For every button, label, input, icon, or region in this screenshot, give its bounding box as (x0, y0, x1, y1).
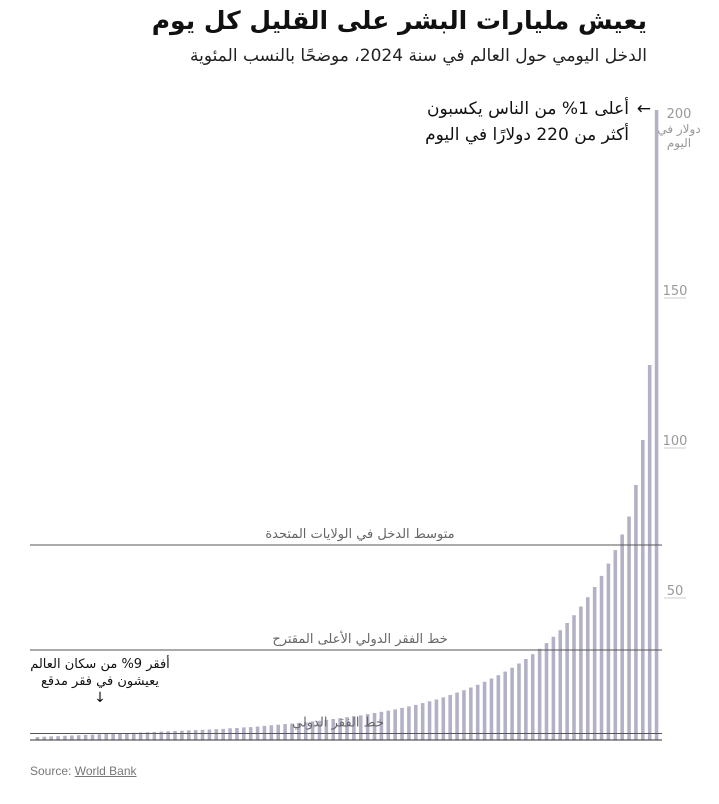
bar (517, 664, 521, 741)
bar (469, 688, 473, 741)
bar (125, 733, 129, 740)
bar (565, 623, 569, 740)
y-tick-label: 150 (662, 284, 688, 299)
bar (593, 587, 597, 740)
chart-title: يعيش مليارات البشر على القليل كل يوم (151, 6, 647, 35)
bar (77, 735, 81, 740)
bar (531, 654, 535, 740)
source-note (30, 764, 137, 778)
bar (552, 637, 556, 740)
bar (572, 615, 576, 740)
y-tick-label: 100 (662, 434, 688, 449)
bar (98, 734, 102, 740)
bar (208, 730, 212, 741)
bar (166, 731, 170, 740)
source-label: Source: (30, 764, 72, 778)
chart-subtitle: الدخل اليومي حول العالم في سنة 2024، موضحًا بالنسب المئوية (190, 46, 647, 66)
bar (270, 725, 274, 740)
reference-line-label: خط الفقر الدولي الأعلى المقترح (272, 632, 448, 647)
top-1-percent-annotation (329, 96, 651, 148)
bar (421, 703, 425, 740)
reference-line-label: متوسط الدخل في الولايات المتحدة (265, 527, 455, 542)
bar (620, 535, 624, 741)
bar (490, 679, 494, 741)
bar (545, 643, 549, 740)
y-axis-top-label (657, 108, 701, 150)
bar (187, 730, 191, 740)
bar (607, 564, 611, 740)
y-tick-label: 50 (666, 584, 684, 599)
bar (483, 682, 487, 740)
bar (104, 734, 108, 740)
extreme-poverty-text: أفقر 9% من سكان العالم يعيشون في فقر مدقع (30, 657, 170, 689)
bar (655, 110, 659, 740)
extreme-poverty-annotation (28, 656, 172, 706)
right-arrow-icon: ← (636, 99, 651, 119)
bar (111, 734, 115, 740)
bar (215, 729, 219, 740)
bar (221, 729, 225, 740)
bar (497, 675, 501, 740)
bar (455, 693, 459, 740)
bar (393, 709, 397, 740)
bar (400, 708, 404, 740)
bar (173, 731, 177, 740)
bar (283, 724, 287, 740)
bar (276, 725, 280, 740)
bar (84, 735, 88, 740)
bar (524, 659, 528, 740)
bar (63, 736, 67, 740)
bar (407, 706, 411, 740)
bar (386, 711, 390, 740)
bar (579, 607, 583, 741)
source-link[interactable]: World Bank (74, 764, 137, 778)
bar (91, 735, 95, 740)
bar (648, 365, 652, 740)
annotation-line-2: أكثر من 220 دولارًا في اليوم (425, 125, 629, 145)
bar (263, 726, 267, 740)
annotation-line-1: أعلى 1% من الناس يكسبون (427, 99, 629, 119)
bar (462, 690, 466, 740)
bar (414, 705, 418, 740)
bar (49, 736, 53, 740)
bar (614, 550, 618, 740)
reference-line-label: خط الفقر الدولي (291, 715, 385, 731)
bar (558, 630, 562, 740)
y-axis-top-value: 200 (666, 107, 692, 122)
bar (600, 576, 604, 740)
bar (159, 732, 163, 740)
bar (476, 685, 480, 740)
bar (634, 485, 638, 740)
bar (194, 730, 198, 740)
bar (228, 728, 232, 740)
bar (56, 736, 60, 740)
bar (503, 672, 507, 740)
bar (70, 736, 74, 741)
bar (201, 730, 205, 740)
bar (586, 597, 590, 740)
bar (428, 701, 432, 740)
down-arrow-icon: ↓ (94, 690, 106, 706)
bar (510, 668, 514, 740)
bar (641, 440, 645, 740)
bar (118, 733, 122, 740)
bar (180, 731, 184, 740)
bar (627, 517, 631, 741)
y-axis-unit: دولار في اليوم (657, 122, 701, 150)
bar (538, 649, 542, 740)
